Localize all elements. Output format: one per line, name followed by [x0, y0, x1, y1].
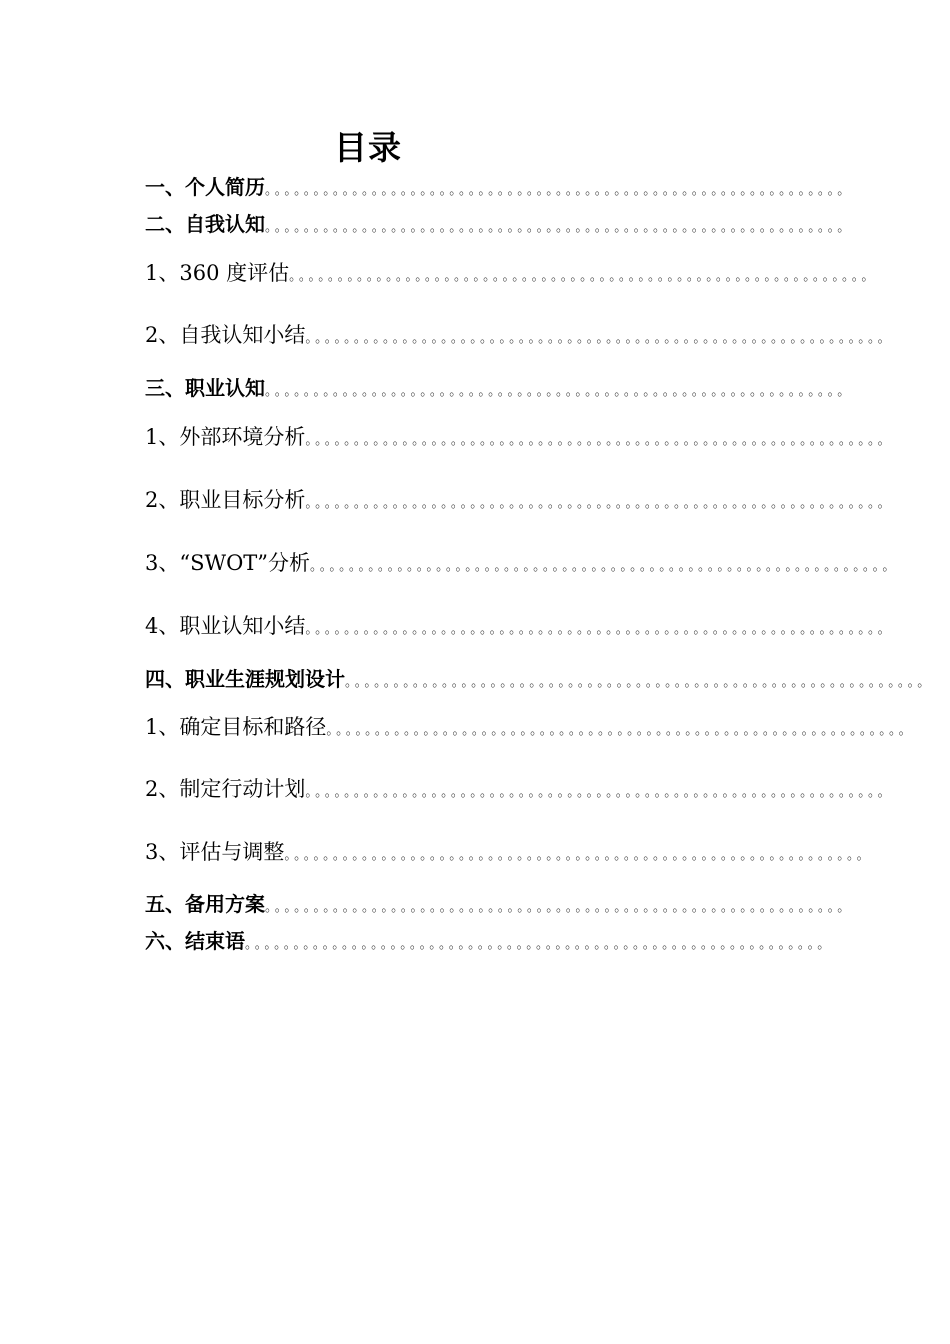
toc-entry[interactable]: [145, 712, 915, 742]
toc-dot-leader: 。。。。。。。。。。。。。。。。。。。。。。。。。。。。。。。。。。。。。。。。。。。。。。。。。。。。。。。。。。。。: [284, 848, 873, 863]
toc-entry-label: 四、职业生涯规划设计: [145, 667, 345, 691]
toc-entry-label: 2、职业目标分析: [145, 488, 306, 512]
toc-dot-leader: 。。。。。。。。。。。。。。。。。。。。。。。。。。。。。。。。。。。。。。。。。。。。。。。。。。。。。。。。。。。。: [305, 622, 894, 637]
toc-entry-label: 二、自我认知: [145, 212, 265, 236]
toc-dot-leader: 。。。。。。。。。。。。。。。。。。。。。。。。。。。。。。。。。。。。。。。。。。。。。。。。。。。。。。。。。。。。: [310, 559, 899, 574]
toc-dot-leader: 。。。。。。。。。。。。。。。。。。。。。。。。。。。。。。。。。。。。。。。。。。。。。。。。。。。。。。。。。。。。: [326, 723, 915, 738]
toc-entry[interactable]: [145, 172, 854, 202]
toc-dot-leader: 。。。。。。。。。。。。。。。。。。。。。。。。。。。。。。。。。。。。。。。。。。。。。。。。。。。。。。。。。。。。: [265, 384, 854, 399]
toc-dot-leader: 。。。。。。。。。。。。。。。。。。。。。。。。。。。。。。。。。。。。。。。。。。。。。。。。。。。。。。。。。。。。: [305, 433, 894, 448]
toc-entry-label: 3、“SWOT”分析: [145, 551, 311, 575]
toc-entry[interactable]: [145, 209, 854, 239]
toc-dot-leader: 。。。。。。。。。。。。。。。。。。。。。。。。。。。。。。。。。。。。。。。。。。。。。。。。。。。。。。。。。。。。: [265, 900, 854, 915]
toc-entry-label: 3、评估与调整: [145, 840, 285, 864]
toc-entry-label: 五、备用方案: [145, 892, 265, 916]
toc-dot-leader: 。。。。。。。。。。。。。。。。。。。。。。。。。。。。。。。。。。。。。。。。。。。。。。。。。。。。。。。。。。。。: [265, 220, 854, 235]
toc-entry[interactable]: [145, 485, 894, 515]
toc-entry-label: 六、结束语: [145, 929, 245, 953]
toc-entry-label: 1、确定目标和路径: [145, 715, 327, 739]
toc-entry[interactable]: [145, 548, 899, 578]
toc-entry-label: 三、职业认知: [145, 376, 265, 400]
toc-dot-leader: 。。。。。。。。。。。。。。。。。。。。。。。。。。。。。。。。。。。。。。。。。。。。。。。。。。。。。。。。。。。。: [289, 269, 878, 284]
toc-entry[interactable]: [145, 373, 854, 403]
toc-entry[interactable]: [145, 422, 894, 452]
toc-entry[interactable]: [145, 926, 834, 956]
toc-entry[interactable]: [145, 837, 873, 867]
toc-entry[interactable]: [145, 611, 894, 641]
toc-title: 目录: [334, 128, 402, 167]
toc-entry-label: 1、外部环境分析: [145, 425, 306, 449]
toc-entry[interactable]: [145, 258, 878, 288]
toc-entry[interactable]: [145, 320, 894, 350]
toc-entry[interactable]: [145, 774, 894, 804]
toc-entry[interactable]: [145, 889, 854, 919]
toc-entry[interactable]: [145, 664, 934, 694]
toc-entry-label: 2、制定行动计划: [145, 777, 306, 801]
toc-entry-label: 4、职业认知小结: [145, 614, 306, 638]
toc-dot-leader: 。。。。。。。。。。。。。。。。。。。。。。。。。。。。。。。。。。。。。。。。。。。。。。。。。。。。。。。。。。。。: [345, 675, 934, 690]
toc-dot-leader: 。。。。。。。。。。。。。。。。。。。。。。。。。。。。。。。。。。。。。。。。。。。。。。。。。。。。。。。。。。。。: [245, 937, 834, 952]
toc-dot-leader: 。。。。。。。。。。。。。。。。。。。。。。。。。。。。。。。。。。。。。。。。。。。。。。。。。。。。。。。。。。。。: [305, 331, 894, 346]
toc-dot-leader: 。。。。。。。。。。。。。。。。。。。。。。。。。。。。。。。。。。。。。。。。。。。。。。。。。。。。。。。。。。。。: [305, 785, 894, 800]
toc-entry-label: 1、360 度评估: [145, 261, 290, 285]
toc-entry-label: 一、个人简历: [145, 175, 265, 199]
toc-dot-leader: 。。。。。。。。。。。。。。。。。。。。。。。。。。。。。。。。。。。。。。。。。。。。。。。。。。。。。。。。。。。。: [305, 496, 894, 511]
toc-dot-leader: 。。。。。。。。。。。。。。。。。。。。。。。。。。。。。。。。。。。。。。。。。。。。。。。。。。。。。。。。。。。。: [265, 183, 854, 198]
toc-entry-label: 2、自我认知小结: [145, 323, 306, 347]
